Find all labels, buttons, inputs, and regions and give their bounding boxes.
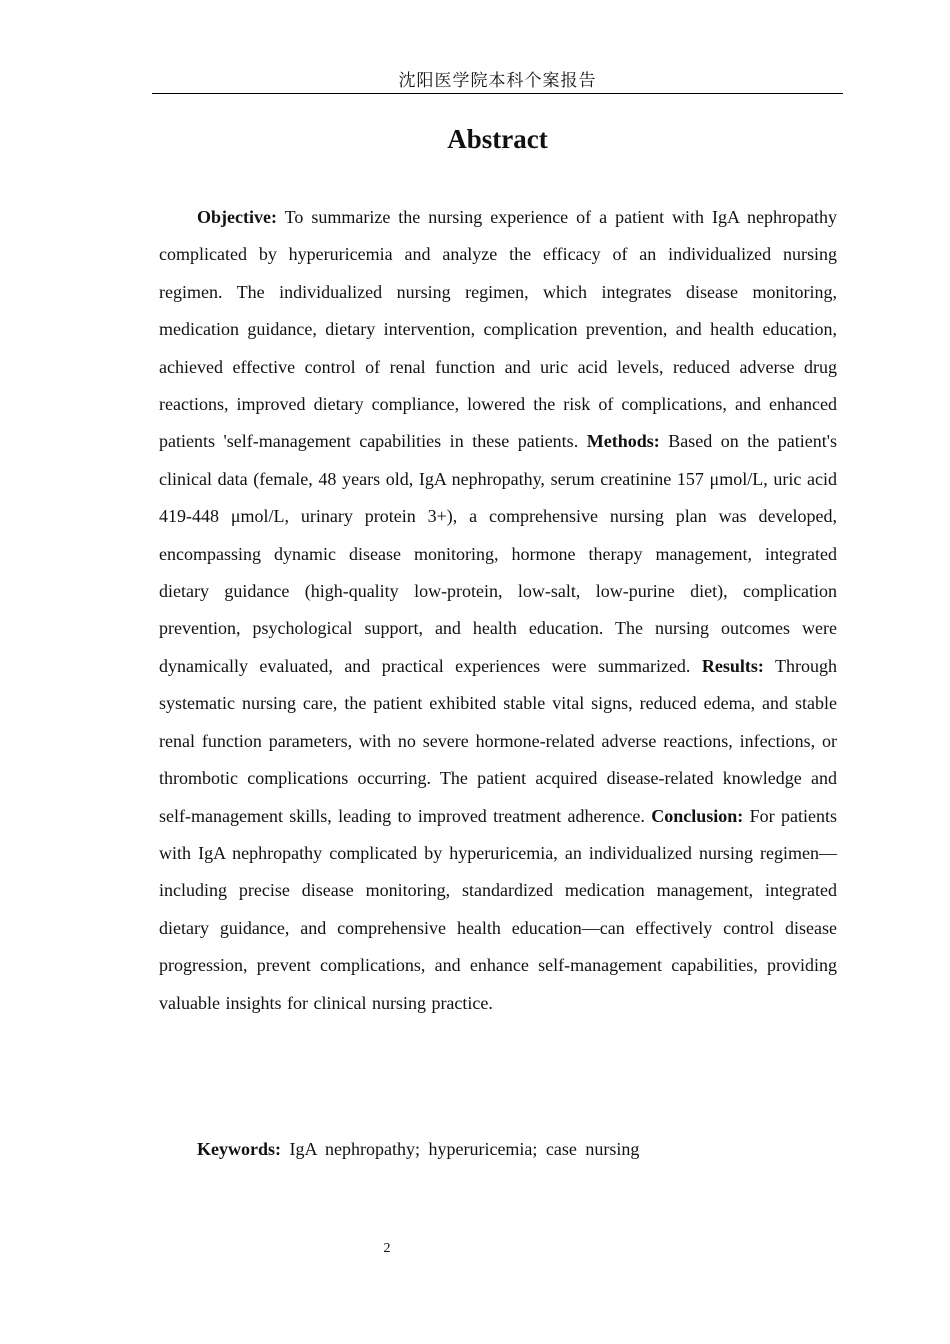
objective-text: To summarize the nursing experience of a patient with IgA nephropathy complicated by hyperuricemia and analyze the efficacy of an individualized nursing regimen. The individualized nursing regimen, which integrates disease monitoring, medication guidance, dietary intervention, complication prevention, and health education, achieved effective control of renal function and uric acid levels, reduced adverse drug reactions, improved dietary compliance, lowered the risk of complications, and enhanced patients 'self-management capabilities in these patients. bbox=[159, 207, 837, 452]
results-label: Results: bbox=[701, 655, 764, 676]
conclusion-label: Conclusion: bbox=[651, 805, 744, 826]
abstract-body bbox=[159, 199, 837, 1022]
keywords-label: Keywords: bbox=[197, 1139, 281, 1159]
methods-text: Based on the patient's clinical data (female, 48 years old, IgA nephropathy, serum creatinine 157 μmol/L, uric acid 419‑448 μmol/L, urinary protein 3+), a comprehensive nursing plan was developed, encompassing dynamic disease monitoring, hormone therapy management, integrated dietary guidance (high-quality low-protein, low-salt, low-purine diet), complication prevention, psychological support, and health education. The nursing outcomes were dynamically evaluated, and practical experiences were summarized. bbox=[159, 431, 837, 676]
header-rule bbox=[152, 93, 843, 94]
keywords-line bbox=[197, 1131, 639, 1168]
running-header: 沈阳医学院本科个案报告 bbox=[398, 71, 597, 91]
keywords-text: IgA nephropathy; hyperuricemia; case nursing bbox=[281, 1139, 640, 1159]
results-text: Through systematic nursing care, the patient exhibited stable vital signs, reduced edema, and stable renal function parameters, with no severe hormone-related adverse reactions, infections, or thrombotic complications occurring. The patient acquired disease-related knowledge and self-management skills, leading to improved treatment adherence. bbox=[159, 655, 837, 826]
page-title: Abstract bbox=[447, 124, 548, 154]
methods-label: Methods: bbox=[586, 431, 660, 452]
objective-label: Objective: bbox=[197, 207, 277, 227]
conclusion-text: For patients with IgA nephropathy complicated by hyperuricemia, an individualized nursing regimen—including precise disease monitoring, standardized medication management, integrated dietary guidance, and comprehensive health education—can effectively control disease progression, prevent complications, and enhance self-management capabilities, providing valuable insights for clinical nursing practice. bbox=[159, 805, 837, 1013]
abstract-paragraph bbox=[159, 199, 837, 1022]
page-number: 2 bbox=[383, 1241, 391, 1256]
